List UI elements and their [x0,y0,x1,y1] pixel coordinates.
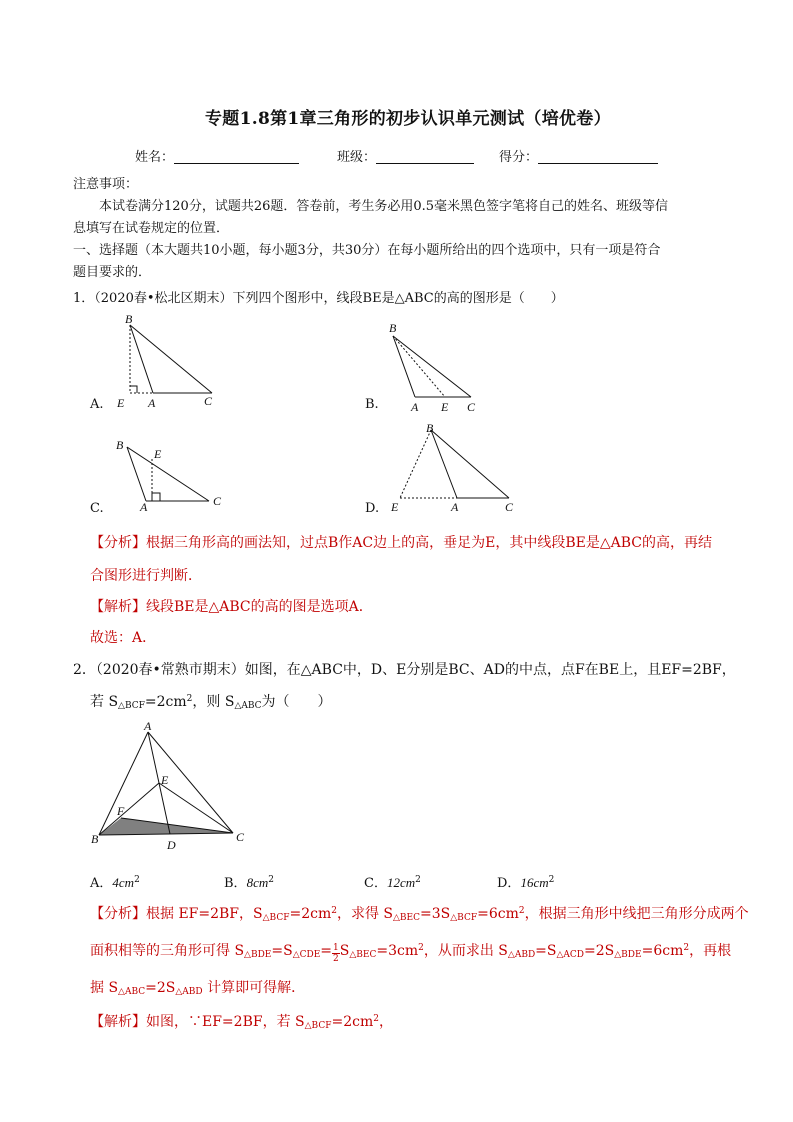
q2-sol-a: 【解析】如图，∵EF=2BF，若 S [90,1014,305,1030]
q2-option-b[interactable] [224,872,274,891]
q1-b-label-c: C [467,400,476,414]
q2-b-value: 8cm [246,875,269,890]
score-label: 得分： [499,150,539,165]
q2-d-letter: D． [497,876,521,891]
q1-figure-d [385,420,520,515]
q2-b-sup: 2 [268,875,274,885]
q2-label-f: F [117,804,125,818]
q2-figure [88,719,253,857]
q2-an-l2n: △BDE [614,950,642,960]
name-label: 姓名： [135,150,175,165]
q1-option-d[interactable]: D. [365,501,380,516]
q2-analysis-1 [90,903,749,923]
q2-an-l2f: S [339,943,350,959]
q2-solution [90,1011,393,1031]
q2-label-e: E [161,773,169,787]
q2-a-value: 4cm [112,875,135,890]
q1-option-b[interactable]: B. [365,397,379,412]
q2-a-letter: A． [90,876,113,891]
q2-d-value: 16cm [520,875,549,890]
page-title: 专题1.8第1章三角形的初步认识单元测试（培优卷） [205,109,611,129]
q2-sol-e: ， [378,1014,393,1030]
q2-c-letter: C． [364,876,387,891]
name-field [135,146,299,165]
notice-line-1: 本试卷满分120分，试题共26题．答卷前，考生务必用0.5毫米黑色签字笔将自己的姓名、班级等信 [99,199,669,214]
q1-option-a[interactable]: A. [90,397,104,412]
q1-a-label-b: B [125,312,133,326]
q2-an-l3a: 据 S [90,980,119,996]
q1-stem: 1．（2020春•松北区期末）下列四个图形中，线段BE是△ABC的高的图形是（ ） [73,291,564,306]
q2-an-l2o: =6cm [641,943,684,959]
class-label: 班级： [337,150,377,165]
q2-s-mid: =2cm [144,694,187,710]
section-heading-1: 一、选择题（本大题共10小题，每小题3分，共30分）在每小题所给出的四个选项中，只有一项是符合 [73,243,661,258]
score-blank [538,149,658,164]
q2-an-frac-den: 2 [333,954,339,964]
q1-d-label-e: E [391,500,399,514]
q2-an-l1a: 【分析】根据 EF=2BF，S [90,906,263,922]
q1-b-label-a: A [411,400,419,414]
notice-heading: 注意事项： [73,177,139,192]
section-heading-2: 题目要求的． [73,265,152,280]
q2-an-l2b: △BDE [244,950,272,960]
q2-option-c[interactable] [364,872,421,891]
q2-s-end: 为（ ） [261,694,332,710]
q1-conclusion: 故选：A． [90,630,157,646]
q2-stem-1: 2．（2020春•常熟市期末）如图，在△ABC中，D、E分别是BC、AD的中点，点F在BE上，且EF=2BF， [73,662,736,678]
q2-an-l2l: △ACD [556,950,585,960]
q2-option-d[interactable] [497,872,554,891]
q2-an-l2g: △BEC [349,950,377,960]
q1-c-label-a: A [140,500,148,514]
q1-option-c[interactable]: C. [90,501,104,516]
q1-d-label-a: A [451,500,459,514]
q2-an-l1i: ，根据三角形中线把三角形分成两个 [524,906,749,922]
name-blank [174,149,299,164]
q2-an-l2a: 面积相等的三角形可得 S [90,943,245,959]
q2-s-sup: 2 [186,694,193,704]
q2-a-sup: 2 [134,875,140,885]
q2-an-l1h: =6cm [477,906,519,922]
q2-an-frac-num: 1 [333,943,339,953]
q1-a-label-c: C [204,394,213,408]
q1-c-label-c: C [213,494,222,508]
q2-an-l1c: =2cm [289,906,332,922]
q2-option-a[interactable] [90,872,140,891]
q2-stem-2 [90,691,332,711]
q2-an-fraction [332,943,340,964]
q2-label-d: D [167,838,176,852]
q2-label-c: C [236,830,245,844]
q1-b-label-e: E [441,400,449,414]
q2-an-l3d: △ABD [175,987,203,997]
q2-an-l1d: ，求得 S [336,906,394,922]
q2-s-sub1: △BCF [118,701,145,711]
q2-sol-d: 2 [373,1014,379,1024]
q1-a-label-e: E [117,396,125,410]
q2-an-l2c: =S [271,943,293,959]
q1-b-label-b: B [389,321,397,335]
q2-an-sq2: 2 [518,906,525,916]
q1-analysis-cont: 合图形进行判断． [90,568,202,584]
q2-an-l1g: △BCF [450,913,478,923]
q2-an-sq4: 2 [683,943,690,953]
q2-s-post: ，则 S [192,694,235,710]
q2-sol-c: =2cm [331,1014,374,1030]
q2-sol-b: △BCF [304,1021,332,1031]
q1-figure-a [110,312,225,410]
q2-s-sub2: △ABC [234,701,262,711]
notice-line-2: 息填写在试卷规定的位置． [73,221,230,236]
q2-s-text: 若 S [90,694,119,710]
q2-an-l2h: =3cm [376,943,419,959]
q2-an-l1e: △BEC [393,913,421,923]
q2-analysis-3 [90,977,305,997]
q1-figure-c [110,435,230,515]
class-field [337,146,474,165]
q2-label-b: B [91,832,99,846]
q2-an-l3b: △ABC [118,987,146,997]
q2-an-sq1: 2 [331,906,337,916]
q2-an-l3c: =2S [145,980,176,996]
q2-d-sup: 2 [548,875,555,885]
q2-label-a: A [144,719,152,733]
q1-solution: 【解析】线段BE是△ABC的高的图是选项A． [90,599,373,615]
q1-a-label-a: A [148,396,156,410]
q2-an-l3e: 计算即可得解． [202,980,306,996]
q1-figure-b [385,320,490,415]
q1-c-label-b: B [116,438,124,452]
q2-b-letter: B． [224,876,247,891]
q1-c-label-e: E [154,447,162,461]
class-blank [376,149,474,164]
q2-c-sup: 2 [415,875,421,885]
q2-c-value: 12cm [386,875,416,890]
q2-an-l2k: =S [535,943,557,959]
q1-d-label-b: B [426,421,434,435]
q2-an-l2d: △CDE [292,950,321,960]
score-field [499,146,658,165]
q2-an-l2i: ，从而求出 S [423,943,508,959]
q2-analysis-2 [90,940,731,964]
q2-an-l2e: = [320,943,333,959]
q2-an-l1f: =3S [420,906,451,922]
q2-an-sq3: 2 [418,943,424,953]
q1-analysis: 【分析】根据三角形高的画法知，过点B作AC边上的高，垂足为E，其中线段BE是△ABC的高，再结 [90,535,712,551]
q2-an-l2m: =2S [584,943,615,959]
q2-an-l1b: △BCF [262,913,290,923]
q2-an-l2p: ，再根 [689,943,732,959]
q1-d-label-c: C [505,500,514,514]
q2-an-l2j: △ABD [507,950,536,960]
